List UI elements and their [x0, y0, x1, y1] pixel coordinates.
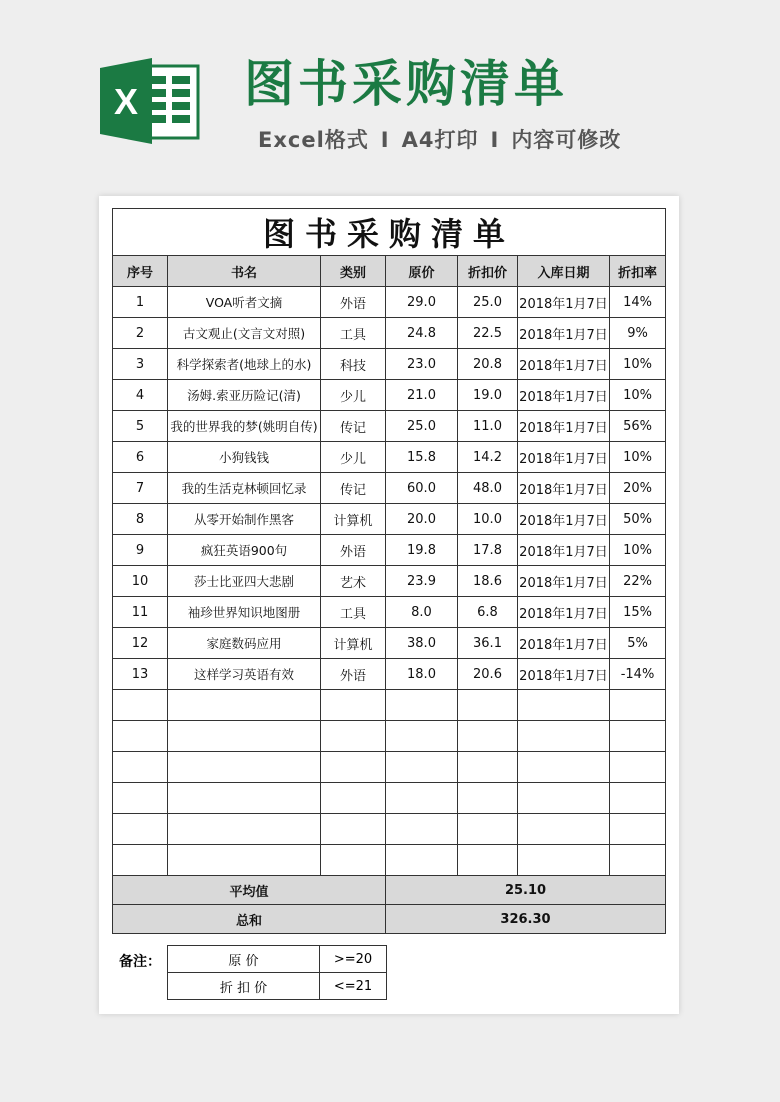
table-row [113, 411, 666, 442]
empty-cell[interactable] [113, 690, 168, 721]
cell-index[interactable]: 4 [113, 380, 168, 411]
cell-category[interactable]: 工具 [321, 318, 386, 349]
empty-row [113, 721, 666, 752]
empty-cell[interactable] [321, 845, 386, 876]
cell-index[interactable]: 2 [113, 318, 168, 349]
cell-category[interactable]: 计算机 [321, 504, 386, 535]
cell-discount-rate[interactable]: 14% [610, 287, 666, 318]
cell-date[interactable]: 2018年1月7日 [518, 659, 610, 690]
cell-title[interactable]: 从零开始制作黑客 [168, 504, 321, 535]
empty-cell[interactable] [321, 721, 386, 752]
empty-row [113, 690, 666, 721]
empty-cell[interactable] [610, 721, 666, 752]
empty-cell[interactable] [386, 814, 458, 845]
cell-date[interactable]: 2018年1月7日 [518, 566, 610, 597]
cell-discount-price[interactable]: 17.8 [458, 535, 518, 566]
empty-cell[interactable] [113, 845, 168, 876]
cell-index[interactable]: 12 [113, 628, 168, 659]
cell-discount-rate[interactable]: 10% [610, 349, 666, 380]
cell-category[interactable]: 工具 [321, 597, 386, 628]
sum-row [113, 905, 666, 934]
average-value[interactable]: 25.10 [386, 876, 666, 905]
note-name[interactable]: 折 扣 价 [168, 973, 320, 1000]
empty-row [113, 783, 666, 814]
cell-category[interactable]: 传记 [321, 411, 386, 442]
empty-row [113, 752, 666, 783]
cell-price[interactable]: 23.0 [386, 349, 458, 380]
empty-cell[interactable] [610, 783, 666, 814]
note-row [168, 973, 387, 1000]
empty-cell[interactable] [113, 783, 168, 814]
cell-index[interactable]: 9 [113, 535, 168, 566]
empty-cell[interactable] [386, 690, 458, 721]
cell-category[interactable]: 科技 [321, 349, 386, 380]
svg-text:X: X [113, 81, 139, 122]
empty-cell[interactable] [386, 783, 458, 814]
empty-cell[interactable] [458, 690, 518, 721]
empty-cell[interactable] [321, 690, 386, 721]
cell-date[interactable]: 2018年1月7日 [518, 349, 610, 380]
table-row [113, 318, 666, 349]
empty-cell[interactable] [168, 752, 321, 783]
cell-price[interactable]: 15.8 [386, 442, 458, 473]
empty-cell[interactable] [458, 783, 518, 814]
empty-cell[interactable] [168, 783, 321, 814]
empty-cell[interactable] [610, 845, 666, 876]
empty-cell[interactable] [458, 721, 518, 752]
column-header[interactable]: 书名 [168, 256, 321, 287]
cell-discount-price[interactable]: 18.6 [458, 566, 518, 597]
cell-title[interactable]: 疯狂英语900句 [168, 535, 321, 566]
table-row [113, 566, 666, 597]
empty-cell[interactable] [113, 814, 168, 845]
cell-discount-price[interactable]: 20.6 [458, 659, 518, 690]
cell-discount-rate[interactable]: 50% [610, 504, 666, 535]
cell-discount-rate[interactable]: 5% [610, 628, 666, 659]
cell-title[interactable]: 家庭数码应用 [168, 628, 321, 659]
empty-cell[interactable] [168, 721, 321, 752]
cell-title[interactable]: 我的生活克林顿回忆录 [168, 473, 321, 504]
cell-price[interactable]: 23.9 [386, 566, 458, 597]
empty-cell[interactable] [386, 752, 458, 783]
cell-category[interactable]: 传记 [321, 473, 386, 504]
table-row [113, 349, 666, 380]
table-row [113, 442, 666, 473]
cell-index[interactable]: 11 [113, 597, 168, 628]
column-header[interactable]: 折扣率 [610, 256, 666, 287]
cell-price[interactable]: 24.8 [386, 318, 458, 349]
cell-discount-rate[interactable]: 9% [610, 318, 666, 349]
subtitle-format: Excel格式 [258, 128, 369, 152]
column-header[interactable]: 原价 [386, 256, 458, 287]
empty-cell[interactable] [321, 752, 386, 783]
cell-index[interactable]: 3 [113, 349, 168, 380]
cell-price[interactable]: 21.0 [386, 380, 458, 411]
cell-title[interactable]: VOA听者文摘 [168, 287, 321, 318]
table-row [113, 504, 666, 535]
column-header[interactable]: 类别 [321, 256, 386, 287]
empty-cell[interactable] [610, 752, 666, 783]
cell-date[interactable]: 2018年1月7日 [518, 411, 610, 442]
cell-price[interactable]: 19.8 [386, 535, 458, 566]
empty-cell[interactable] [518, 814, 610, 845]
cell-discount-price[interactable]: 14.2 [458, 442, 518, 473]
sum-value[interactable]: 326.30 [386, 905, 666, 934]
sheet-page [99, 196, 679, 1014]
column-header[interactable]: 序号 [113, 256, 168, 287]
cell-index[interactable]: 8 [113, 504, 168, 535]
cell-discount-rate[interactable]: 10% [610, 380, 666, 411]
notes-table [167, 945, 387, 1000]
cell-date[interactable]: 2018年1月7日 [518, 380, 610, 411]
cell-category[interactable]: 外语 [321, 287, 386, 318]
cell-date[interactable]: 2018年1月7日 [518, 628, 610, 659]
empty-cell[interactable] [458, 814, 518, 845]
cell-price[interactable]: 20.0 [386, 504, 458, 535]
cell-discount-price[interactable]: 6.8 [458, 597, 518, 628]
note-row [168, 946, 387, 973]
subtitle-separator: I [380, 128, 390, 152]
cell-date[interactable]: 2018年1月7日 [518, 442, 610, 473]
note-rule[interactable]: >=20 [320, 946, 387, 973]
cell-discount-rate[interactable]: -14% [610, 659, 666, 690]
column-header[interactable]: 入库日期 [518, 256, 610, 287]
empty-cell[interactable] [321, 814, 386, 845]
cell-discount-rate[interactable]: 10% [610, 442, 666, 473]
empty-cell[interactable] [610, 814, 666, 845]
cell-date[interactable]: 2018年1月7日 [518, 535, 610, 566]
cell-discount-rate[interactable]: 22% [610, 566, 666, 597]
cell-title[interactable]: 古文观止(文言文对照) [168, 318, 321, 349]
cell-date[interactable]: 2018年1月7日 [518, 597, 610, 628]
note-name[interactable]: 原 价 [168, 946, 320, 973]
cell-title[interactable]: 科学探索者(地球上的水) [168, 349, 321, 380]
cell-discount-price[interactable]: 10.0 [458, 504, 518, 535]
cell-discount-rate[interactable]: 56% [610, 411, 666, 442]
cell-date[interactable]: 2018年1月7日 [518, 473, 610, 504]
cell-price[interactable]: 60.0 [386, 473, 458, 504]
empty-cell[interactable] [518, 721, 610, 752]
header-row [113, 256, 666, 287]
cell-discount-price[interactable]: 20.8 [458, 349, 518, 380]
empty-cell[interactable] [321, 783, 386, 814]
cell-title[interactable]: 汤姆.索亚历险记(清) [168, 380, 321, 411]
cell-category[interactable]: 少儿 [321, 380, 386, 411]
banner-subtitle [258, 124, 621, 154]
cell-title[interactable]: 袖珍世界知识地图册 [168, 597, 321, 628]
cell-date[interactable]: 2018年1月7日 [518, 504, 610, 535]
table-row [113, 380, 666, 411]
cell-price[interactable]: 18.0 [386, 659, 458, 690]
note-rule[interactable]: <=21 [320, 973, 387, 1000]
table-row [113, 628, 666, 659]
cell-title[interactable]: 我的世界我的梦(姚明自传) [168, 411, 321, 442]
empty-cell[interactable] [518, 783, 610, 814]
cell-index[interactable]: 7 [113, 473, 168, 504]
sum-label: 总和 [113, 905, 386, 934]
empty-cell[interactable] [610, 690, 666, 721]
empty-cell[interactable] [168, 845, 321, 876]
empty-cell[interactable] [168, 690, 321, 721]
cell-category[interactable]: 外语 [321, 659, 386, 690]
excel-logo-icon [100, 58, 200, 144]
empty-cell[interactable] [518, 690, 610, 721]
empty-cell[interactable] [458, 752, 518, 783]
subtitle-print: A4打印 [401, 128, 479, 152]
empty-cell[interactable] [113, 752, 168, 783]
cell-index[interactable]: 5 [113, 411, 168, 442]
cell-category[interactable]: 外语 [321, 535, 386, 566]
cell-index[interactable]: 1 [113, 287, 168, 318]
cell-index[interactable]: 10 [113, 566, 168, 597]
cell-title[interactable]: 莎士比亚四大悲剧 [168, 566, 321, 597]
table-row [113, 473, 666, 504]
average-label: 平均值 [113, 876, 386, 905]
cell-date[interactable]: 2018年1月7日 [518, 287, 610, 318]
empty-cell[interactable] [458, 845, 518, 876]
cell-index[interactable]: 6 [113, 442, 168, 473]
cell-discount-price[interactable]: 36.1 [458, 628, 518, 659]
cell-title[interactable]: 小狗钱钱 [168, 442, 321, 473]
subtitle-editable: 内容可修改 [511, 128, 622, 152]
cell-discount-rate[interactable]: 20% [610, 473, 666, 504]
purchase-table [112, 208, 666, 934]
banner-title: 图书采购清单 [244, 55, 568, 113]
empty-row [113, 814, 666, 845]
column-header[interactable]: 折扣价 [458, 256, 518, 287]
cell-title[interactable]: 这样学习英语有效 [168, 659, 321, 690]
cell-discount-price[interactable]: 25.0 [458, 287, 518, 318]
cell-price[interactable]: 25.0 [386, 411, 458, 442]
table-row [113, 287, 666, 318]
empty-cell[interactable] [386, 845, 458, 876]
cell-discount-price[interactable]: 11.0 [458, 411, 518, 442]
banner [0, 0, 780, 195]
cell-discount-price[interactable]: 19.0 [458, 380, 518, 411]
cell-category[interactable]: 艺术 [321, 566, 386, 597]
empty-cell[interactable] [386, 721, 458, 752]
subtitle-separator: I [490, 128, 500, 152]
cell-price[interactable]: 38.0 [386, 628, 458, 659]
cell-category[interactable]: 少儿 [321, 442, 386, 473]
cell-discount-price[interactable]: 48.0 [458, 473, 518, 504]
cell-discount-rate[interactable]: 15% [610, 597, 666, 628]
cell-price[interactable]: 29.0 [386, 287, 458, 318]
cell-price[interactable]: 8.0 [386, 597, 458, 628]
cell-category[interactable]: 计算机 [321, 628, 386, 659]
average-row [113, 876, 666, 905]
table-row [113, 535, 666, 566]
cell-discount-price[interactable]: 22.5 [458, 318, 518, 349]
empty-cell[interactable] [168, 814, 321, 845]
table-row [113, 659, 666, 690]
cell-discount-rate[interactable]: 10% [610, 535, 666, 566]
sheet-title: 图书采购清单 [113, 209, 666, 256]
empty-cell[interactable] [518, 752, 610, 783]
table-row [113, 597, 666, 628]
cell-date[interactable]: 2018年1月7日 [518, 318, 610, 349]
cell-index[interactable]: 13 [113, 659, 168, 690]
empty-cell[interactable] [518, 845, 610, 876]
empty-row [113, 845, 666, 876]
notes-label: 备注： [119, 954, 161, 970]
empty-cell[interactable] [113, 721, 168, 752]
